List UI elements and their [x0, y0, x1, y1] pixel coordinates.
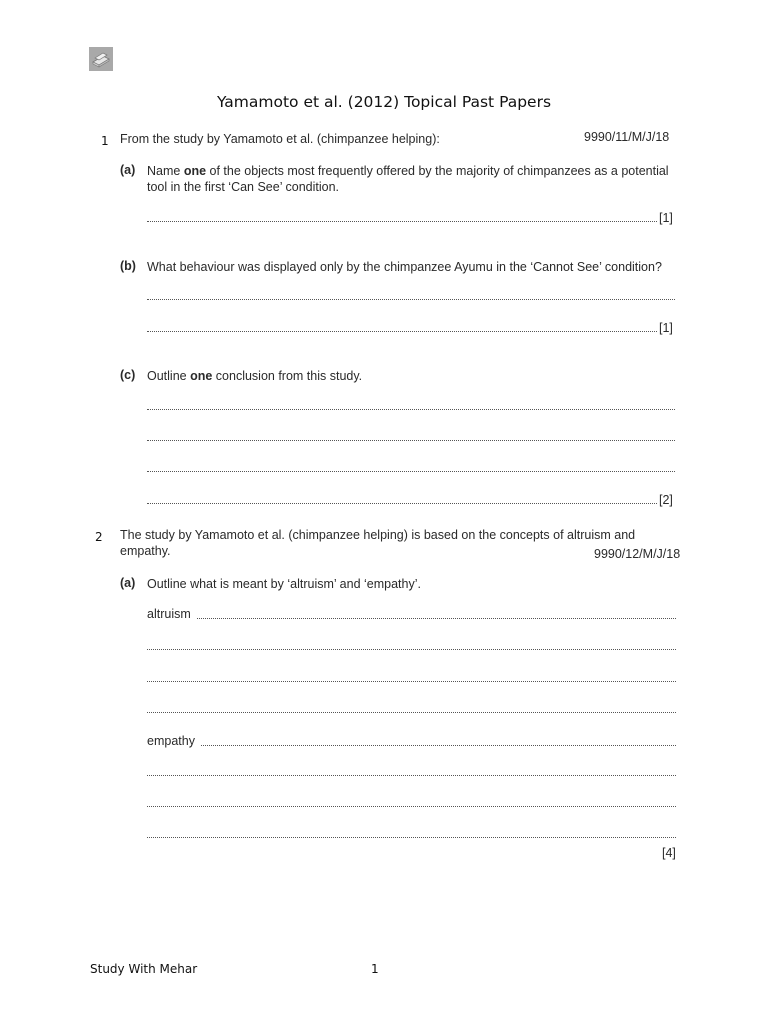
question-number: 2: [95, 530, 103, 544]
question-stem: From the study by Yamamoto et al. (chimpanzee helping):: [120, 132, 440, 146]
books-icon: [89, 47, 113, 71]
answer-line[interactable]: [147, 471, 675, 472]
part-question-line2: tool in the first ‘Can See’ condition.: [147, 180, 340, 194]
marks: [2]: [659, 493, 673, 507]
paper-code: 9990/11/M/J/18: [584, 130, 670, 144]
answer-line[interactable]: [147, 681, 676, 682]
answer-line[interactable]: [147, 649, 676, 650]
part-question: Outline what is meant by ‘altruism’ and ‘empathy’.: [147, 577, 421, 591]
answer-line[interactable]: [147, 331, 657, 332]
question-stem-line2: empathy.: [120, 544, 171, 558]
empathy-label: empathy: [147, 734, 195, 748]
answer-line[interactable]: [147, 221, 657, 222]
answer-line[interactable]: [197, 618, 676, 619]
part-label: (b): [120, 259, 136, 273]
answer-line[interactable]: [147, 409, 675, 410]
answer-line[interactable]: [147, 503, 657, 504]
part-label: (a): [120, 576, 136, 590]
answer-line[interactable]: [147, 299, 675, 300]
paper-code: 9990/12/M/J/18: [594, 547, 681, 561]
altruism-label: altruism: [147, 607, 191, 621]
part-question: Name one of the objects most frequently offered by the majority of chimpanzees as a potential: [147, 164, 669, 178]
answer-line[interactable]: [147, 837, 676, 838]
marks: [1]: [659, 321, 673, 335]
part-label: (c): [120, 368, 136, 382]
answer-line[interactable]: [147, 775, 676, 776]
answer-line[interactable]: [147, 440, 675, 441]
marks: [4]: [662, 846, 676, 860]
answer-line[interactable]: [201, 745, 676, 746]
footer-source: Study With Mehar: [90, 962, 198, 976]
question-stem: The study by Yamamoto et al. (chimpanzee helping) is based on the concepts of altruism and: [120, 528, 636, 542]
marks: [1]: [659, 211, 673, 225]
answer-line[interactable]: [147, 712, 676, 713]
question-number: 1: [101, 134, 109, 148]
page-number: 1: [371, 962, 379, 976]
part-label: (a): [120, 163, 136, 177]
page-title: Yamamoto et al. (2012) Topical Past Papers: [216, 93, 552, 111]
part-question: What behaviour was displayed only by the chimpanzee Ayumu in the ‘Cannot See’ condition?: [147, 260, 662, 274]
answer-line[interactable]: [147, 806, 676, 807]
part-question: Outline one conclusion from this study.: [147, 369, 363, 383]
